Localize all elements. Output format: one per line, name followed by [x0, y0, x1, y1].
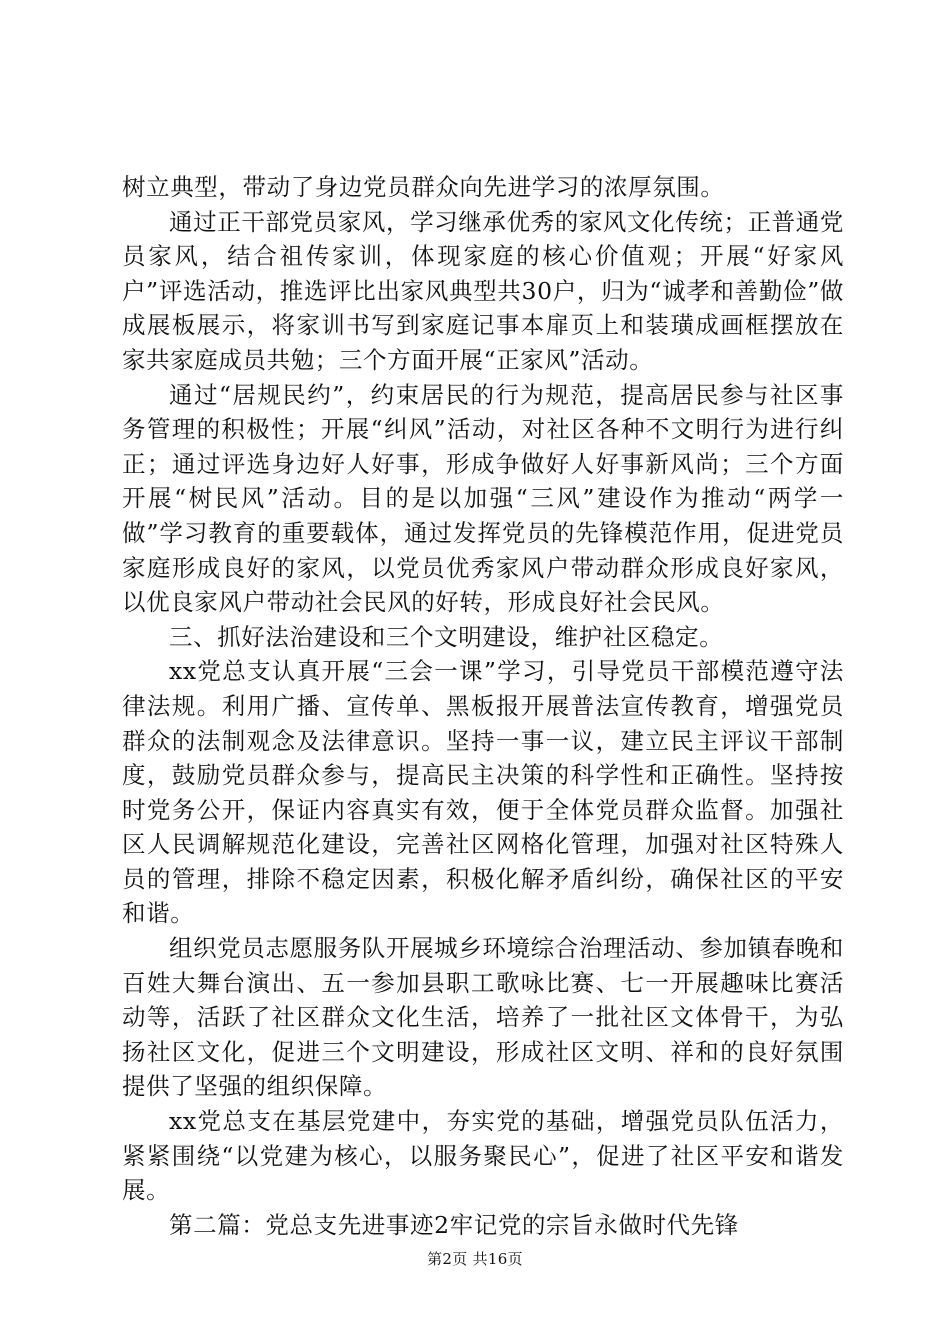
next-article-title: 第二篇：党总支先进事迹2牢记党的宗旨永做时代先锋 — [169, 1210, 739, 1239]
document-body — [122, 170, 844, 1242]
paragraph-family-style: 通过正干部党员家风，学习继承优秀的家风文化传统；正普通党员家风，结合祖传家训，体现家庭的核心价值观；开展“好家风户”评选活动，推选评比出家风典型共30户，归为“诚孝和善勤俭”做成展板展示，将家训书写到家庭记事本扉页上和装璜成画框摆放在家共家庭成员共勉；三个方面开展“正家风”活动。 — [122, 207, 844, 374]
paragraph-continuation: 树立典型，带动了身边党员群众向先进学习的浓厚氛围。 — [122, 173, 725, 201]
paragraph-volunteer-activities: 组织党员志愿服务队开展城乡环境综合治理活动、参加镇春晚和百姓大舞台演出、五一参加县职工歌咏比赛、七一开展趣味比赛活动等，活跃了社区群众文化生活，培养了一批社区文体骨干，为弘扬社区文化，促进三个文明建设，形成社区文明、祥和的良好氛围提供了坚强的组织保障。 — [122, 934, 844, 1101]
paragraph-folk-style: 通过“居规民约”，约束居民的行为规范，提高居民参与社区事务管理的积极性；开展“纠风”活动，对社区各种不文明行为进行纠正；通过评选身边好人好事，形成争做好人好事新风尚；三个方面开展“树民风”活动。目的是以加强“三风”建设作为推动“两学一做”学习教育的重要载体，通过发挥党员的先锋模范作用，促进党员家庭形成良好的家风，以党员优秀家风户带动群众形成良好家风，以优良家风户带动社会民风的好转，形成良好社会民风。 — [122, 380, 844, 617]
section-heading-rule-of-law: 三、抓好法治建设和三个文明建设，维护社区稳定。 — [169, 622, 724, 651]
page-number-footer: 第2页 共16页 — [427, 1250, 523, 1268]
paragraph-summary: xx党总支在基层党建中，夯实党的基础，增强党员队伍活力，紧紧围绕“以党建为核心，以服务聚民心”，促进了社区平安和谐发展。 — [122, 1107, 844, 1205]
paragraph-rule-of-law: xx党总支认真开展“三会一课”学习，引导党员干部模范遵守法律法规。利用广播、宣传单、黑板报开展普法宣传教育，增强党员群众的法制观念及法律意识。坚持一事一议，建立民主评议干部制度，鼓励党员群众参与，提高民主决策的科学性和正确性。坚持按时党务公开，保证内容真实有效，便于全体党员群众监督。加强社区人民调解规范化建设，完善社区网格化管理，加强对社区特殊人员的管理，排除不稳定因素，积极化解矛盾纠纷，确保社区的平安和谐。 — [122, 657, 844, 928]
